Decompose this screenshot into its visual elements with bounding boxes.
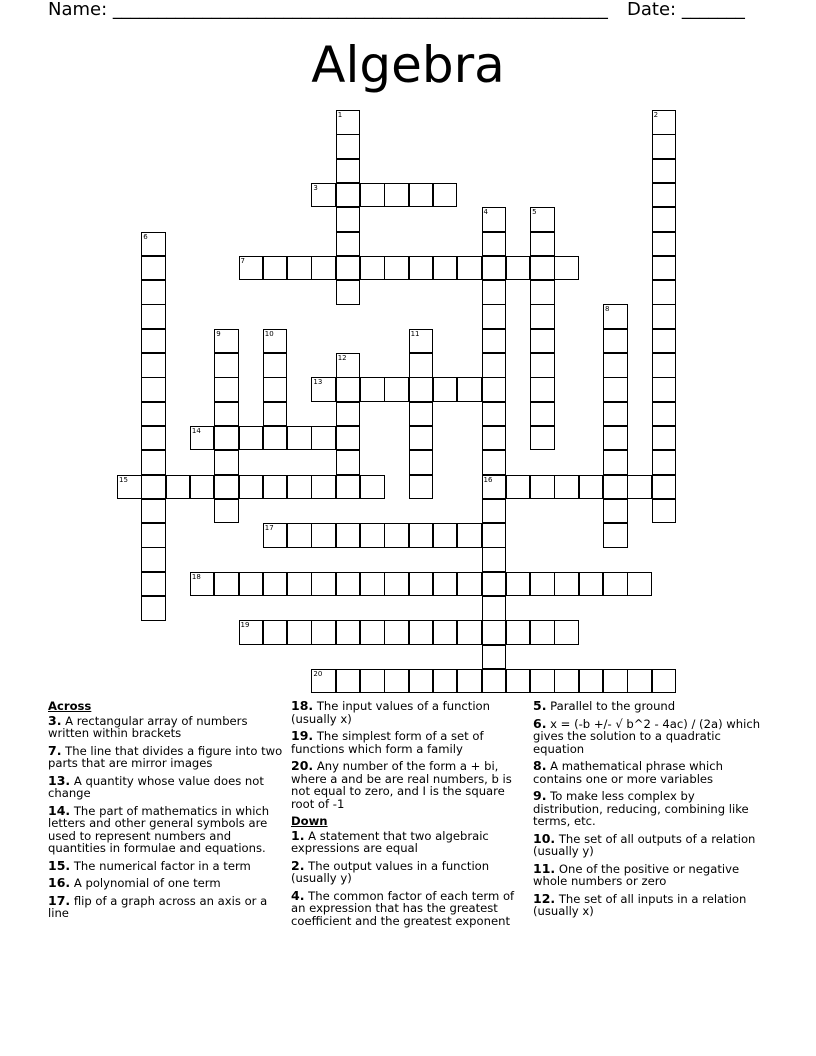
grid-cell[interactable] bbox=[384, 669, 409, 694]
grid-cell[interactable] bbox=[603, 450, 628, 475]
grid-cell[interactable] bbox=[287, 256, 312, 281]
grid-cell[interactable] bbox=[627, 475, 652, 500]
grid-cell[interactable] bbox=[652, 110, 677, 135]
clue-down-4: 4. The common factor of each term of an expression that has the greatest coefficient and the greatest exponent bbox=[291, 887, 515, 928]
grid-cell[interactable] bbox=[311, 475, 336, 500]
grid-cell[interactable] bbox=[482, 596, 507, 621]
cell-number: 18 bbox=[191, 572, 201, 581]
grid-cell[interactable] bbox=[263, 572, 288, 597]
grid-cell[interactable] bbox=[141, 353, 166, 378]
name-label: Name: bbox=[48, 0, 108, 20]
grid-cell[interactable] bbox=[603, 377, 628, 402]
grid-cell[interactable] bbox=[360, 669, 385, 694]
grid-cell[interactable] bbox=[530, 377, 555, 402]
grid-cell[interactable] bbox=[311, 426, 336, 451]
grid-cell[interactable] bbox=[409, 426, 434, 451]
across-heading: Across bbox=[48, 699, 92, 713]
clue-down-10: 10. The set of all outputs of a relation (usually y) bbox=[533, 830, 756, 858]
grid-cell[interactable] bbox=[652, 207, 677, 232]
grid-cell[interactable] bbox=[336, 475, 361, 500]
grid-cell[interactable] bbox=[409, 620, 434, 645]
grid-cell[interactable] bbox=[141, 572, 166, 597]
grid-cell[interactable] bbox=[482, 377, 507, 402]
grid-cell[interactable] bbox=[263, 475, 288, 500]
grid-cell[interactable] bbox=[263, 329, 288, 354]
grid-cell[interactable] bbox=[482, 232, 507, 257]
grid-cell[interactable] bbox=[263, 377, 288, 402]
down-heading: Down bbox=[291, 814, 328, 828]
grid-cell[interactable] bbox=[336, 450, 361, 475]
clues-column-1 bbox=[48, 700, 283, 925]
cell-number: 16 bbox=[483, 475, 493, 484]
grid-cell[interactable] bbox=[506, 256, 531, 281]
grid-cell[interactable] bbox=[409, 353, 434, 378]
grid-cell[interactable] bbox=[384, 256, 409, 281]
grid-cell[interactable] bbox=[141, 256, 166, 281]
grid-cell[interactable] bbox=[384, 620, 409, 645]
grid-cell[interactable] bbox=[360, 475, 385, 500]
grid-cell[interactable] bbox=[652, 402, 677, 427]
cell-number: 9 bbox=[216, 329, 221, 338]
grid-cell[interactable] bbox=[603, 669, 628, 694]
grid-cell[interactable] bbox=[530, 256, 555, 281]
clue-across-7: 7. The line that divides a figure into two parts that are mirror images bbox=[48, 742, 283, 770]
grid-cell[interactable] bbox=[409, 377, 434, 402]
grid-cell[interactable] bbox=[482, 402, 507, 427]
grid-cell[interactable] bbox=[336, 256, 361, 281]
cell-number: 10 bbox=[264, 329, 274, 338]
grid-cell[interactable] bbox=[482, 547, 507, 572]
grid-cell[interactable] bbox=[530, 620, 555, 645]
cell-number: 8 bbox=[605, 305, 610, 314]
grid-cell[interactable] bbox=[603, 304, 628, 329]
grid-cell[interactable] bbox=[287, 523, 312, 548]
grid-cell[interactable] bbox=[336, 402, 361, 427]
grid-cell[interactable] bbox=[336, 377, 361, 402]
grid-cell[interactable] bbox=[603, 353, 628, 378]
grid-cell[interactable] bbox=[263, 426, 288, 451]
grid-cell[interactable] bbox=[530, 329, 555, 354]
grid-cell[interactable] bbox=[384, 523, 409, 548]
grid-cell[interactable] bbox=[603, 499, 628, 524]
grid-cell[interactable] bbox=[409, 475, 434, 500]
cell-number: 20 bbox=[313, 669, 323, 678]
grid-cell[interactable] bbox=[433, 620, 458, 645]
clue-across-19: 19. The simplest form of a set of functions which form a family bbox=[291, 728, 484, 756]
grid-cell[interactable] bbox=[457, 620, 482, 645]
grid-cell[interactable] bbox=[554, 572, 579, 597]
grid-cell[interactable] bbox=[141, 377, 166, 402]
grid-cell[interactable] bbox=[579, 669, 604, 694]
grid-cell[interactable] bbox=[530, 207, 555, 232]
name-blank[interactable]: _______________________________________________________ bbox=[112, 0, 608, 20]
grid-cell[interactable] bbox=[652, 426, 677, 451]
clue-across-14: 14. The part of mathematics in which letters and other general symbols are used to represent numbers and quantities in formulae and equations. bbox=[48, 802, 270, 855]
clues-column-2 bbox=[291, 700, 526, 932]
grid-cell[interactable] bbox=[311, 572, 336, 597]
grid-cell[interactable] bbox=[530, 280, 555, 305]
grid-cell[interactable] bbox=[409, 523, 434, 548]
cell-number: 15 bbox=[119, 475, 128, 484]
clue-across-18: 18. The input values of a function (usually x) bbox=[291, 698, 491, 726]
grid-cell[interactable] bbox=[141, 426, 166, 451]
grid-cell[interactable] bbox=[652, 280, 677, 305]
grid-cell[interactable] bbox=[530, 232, 555, 257]
grid-cell[interactable] bbox=[336, 620, 361, 645]
grid-cell[interactable] bbox=[336, 426, 361, 451]
page-title: Algebra bbox=[311, 36, 505, 94]
grid-cell[interactable] bbox=[336, 134, 361, 159]
grid-cell[interactable] bbox=[530, 353, 555, 378]
grid-cell[interactable] bbox=[652, 183, 677, 208]
cell-number: 1 bbox=[337, 111, 343, 119]
grid-cell[interactable] bbox=[360, 523, 385, 548]
grid-cell[interactable] bbox=[652, 475, 677, 500]
grid-cell[interactable] bbox=[214, 499, 239, 524]
grid-cell[interactable] bbox=[409, 256, 434, 281]
grid-cell[interactable] bbox=[530, 475, 555, 500]
grid-cell[interactable] bbox=[433, 183, 458, 208]
cell-number: 5 bbox=[532, 208, 537, 217]
grid-cell[interactable] bbox=[166, 475, 191, 500]
date-blank[interactable]: _______ bbox=[681, 0, 745, 20]
grid-cell[interactable] bbox=[336, 572, 361, 597]
cell-number: 6 bbox=[143, 232, 148, 241]
grid-cell[interactable] bbox=[141, 596, 166, 621]
grid-cell[interactable] bbox=[263, 353, 288, 378]
grid-cell[interactable] bbox=[506, 475, 531, 500]
grid-cell[interactable] bbox=[554, 475, 579, 500]
grid-cell[interactable] bbox=[360, 572, 385, 597]
grid-cell[interactable] bbox=[603, 329, 628, 354]
grid-cell[interactable] bbox=[141, 450, 166, 475]
grid-cell[interactable] bbox=[336, 110, 361, 135]
grid-cell[interactable] bbox=[433, 669, 458, 694]
name-field[interactable] bbox=[48, 0, 608, 20]
grid-cell[interactable] bbox=[141, 232, 166, 257]
grid-cell[interactable] bbox=[409, 402, 434, 427]
grid-cell[interactable] bbox=[603, 402, 628, 427]
clue-down-5: 5. Parallel to the ground bbox=[533, 698, 676, 713]
grid-cell[interactable] bbox=[409, 329, 434, 354]
grid-cell[interactable] bbox=[482, 426, 507, 451]
grid-cell[interactable] bbox=[336, 207, 361, 232]
grid-cell[interactable] bbox=[384, 183, 409, 208]
grid-cell[interactable] bbox=[652, 159, 677, 184]
grid-cell[interactable] bbox=[506, 669, 531, 694]
grid-cell[interactable] bbox=[482, 669, 507, 694]
grid-cell[interactable] bbox=[652, 256, 677, 281]
clue-across-13: 13. A quantity whose value does not change bbox=[48, 772, 264, 800]
clue-down-12: 12. The set of all inputs in a relation (usually x) bbox=[533, 890, 747, 918]
grid-cell[interactable] bbox=[141, 402, 166, 427]
grid-cell[interactable] bbox=[336, 159, 361, 184]
grid-cell[interactable] bbox=[214, 426, 239, 451]
grid-cell[interactable] bbox=[482, 572, 507, 597]
grid-cell[interactable] bbox=[457, 669, 482, 694]
grid-cell[interactable] bbox=[141, 499, 166, 524]
grid-cell[interactable] bbox=[311, 669, 336, 694]
grid-cell[interactable] bbox=[360, 256, 385, 281]
grid-cell[interactable] bbox=[433, 572, 458, 597]
grid-cell[interactable] bbox=[311, 256, 336, 281]
grid-cell[interactable] bbox=[506, 572, 531, 597]
clue-down-8: 8. A mathematical phrase which contains one or more variables bbox=[533, 758, 723, 786]
grid-cell[interactable] bbox=[311, 620, 336, 645]
grid-cell[interactable] bbox=[409, 183, 434, 208]
grid-cell[interactable] bbox=[141, 329, 166, 354]
grid-cell[interactable] bbox=[506, 620, 531, 645]
grid-cell[interactable] bbox=[433, 523, 458, 548]
clues-column-3 bbox=[533, 700, 768, 923]
grid-cell[interactable] bbox=[239, 426, 264, 451]
grid-cell[interactable] bbox=[190, 475, 215, 500]
grid-cell[interactable] bbox=[336, 183, 361, 208]
cell-number: 12 bbox=[337, 354, 347, 362]
clue-across-20: 20. Any number of the form a + bi, where a and be are real numbers, b is not equal to zero, and I is the square root of -1 bbox=[291, 758, 512, 811]
grid-cell[interactable] bbox=[141, 475, 166, 500]
grid-cell[interactable] bbox=[482, 475, 507, 500]
clue-across-3: 3. A rectangular array of numbers written within brackets bbox=[48, 712, 248, 740]
date-field[interactable] bbox=[627, 0, 745, 20]
grid-cell[interactable] bbox=[287, 620, 312, 645]
cell-number: 13 bbox=[313, 378, 323, 387]
cell-number: 7 bbox=[240, 256, 245, 265]
grid-cell[interactable] bbox=[457, 523, 482, 548]
clue-down-6: 6. x = (-b +/- √ b^2 - 4ac) / (2a) which gives the solution to a quadratic equation bbox=[533, 715, 761, 756]
grid-cell[interactable] bbox=[360, 620, 385, 645]
cell-number: 3 bbox=[313, 183, 318, 192]
grid-cell[interactable] bbox=[652, 134, 677, 159]
grid-cell[interactable] bbox=[190, 572, 215, 597]
cell-number: 17 bbox=[264, 524, 274, 533]
grid-cell[interactable] bbox=[311, 377, 336, 402]
cell-number: 14 bbox=[191, 426, 201, 435]
grid-cell[interactable] bbox=[263, 523, 288, 548]
grid-cell[interactable] bbox=[190, 426, 215, 451]
grid-cell[interactable] bbox=[239, 475, 264, 500]
grid-cell[interactable] bbox=[360, 377, 385, 402]
grid-cell[interactable] bbox=[627, 572, 652, 597]
grid-cell[interactable] bbox=[263, 256, 288, 281]
grid-cell[interactable] bbox=[652, 377, 677, 402]
grid-cell[interactable] bbox=[384, 377, 409, 402]
grid-cell[interactable] bbox=[554, 669, 579, 694]
cell-number: 19 bbox=[240, 621, 250, 630]
grid-cell[interactable] bbox=[141, 280, 166, 305]
clue-down-11: 11. One of the positive or negative whole numbers or zero bbox=[533, 860, 740, 888]
grid-cell[interactable] bbox=[263, 402, 288, 427]
grid-cell[interactable] bbox=[579, 475, 604, 500]
grid-cell[interactable] bbox=[336, 669, 361, 694]
grid-cell[interactable] bbox=[433, 377, 458, 402]
grid-cell[interactable] bbox=[579, 572, 604, 597]
grid-cell[interactable] bbox=[530, 572, 555, 597]
grid-cell[interactable] bbox=[311, 523, 336, 548]
grid-cell[interactable] bbox=[457, 256, 482, 281]
grid-cell[interactable] bbox=[482, 620, 507, 645]
grid-cell[interactable] bbox=[652, 669, 677, 694]
grid-cell[interactable] bbox=[336, 353, 361, 378]
clue-down-1: 1. A statement that two algebraic expressions are equal bbox=[291, 827, 489, 855]
grid-cell[interactable] bbox=[530, 402, 555, 427]
grid-cell[interactable] bbox=[239, 620, 264, 645]
grid-cell[interactable] bbox=[287, 426, 312, 451]
grid-cell[interactable] bbox=[141, 523, 166, 548]
grid-cell[interactable] bbox=[482, 207, 507, 232]
grid-cell[interactable] bbox=[214, 572, 239, 597]
grid-cell[interactable] bbox=[603, 523, 628, 548]
clue-down-2: 2. The output values in a function (usually y) bbox=[291, 857, 490, 885]
grid-cell[interactable] bbox=[287, 572, 312, 597]
grid-cell[interactable] bbox=[214, 377, 239, 402]
grid-cell[interactable] bbox=[603, 475, 628, 500]
grid-cell[interactable] bbox=[336, 280, 361, 305]
cell-number: 4 bbox=[483, 208, 488, 217]
cell-number: 2 bbox=[653, 111, 659, 119]
grid-cell[interactable] bbox=[457, 377, 482, 402]
grid-cell[interactable] bbox=[482, 304, 507, 329]
grid-cell[interactable] bbox=[652, 450, 677, 475]
cell-number: 11 bbox=[410, 329, 420, 338]
grid-cell[interactable] bbox=[311, 183, 336, 208]
grid-cell[interactable] bbox=[652, 304, 677, 329]
date-label: Date: bbox=[627, 0, 677, 20]
clue-across-16: 16. A polynomial of one term bbox=[48, 875, 221, 890]
grid-cell[interactable] bbox=[603, 572, 628, 597]
grid-cell[interactable] bbox=[239, 572, 264, 597]
grid-cell[interactable] bbox=[554, 620, 579, 645]
grid-cell[interactable] bbox=[482, 353, 507, 378]
grid-cell[interactable] bbox=[457, 572, 482, 597]
grid-cell[interactable] bbox=[409, 572, 434, 597]
grid-cell[interactable] bbox=[141, 547, 166, 572]
grid-cell[interactable] bbox=[360, 183, 385, 208]
grid-cell[interactable] bbox=[482, 499, 507, 524]
grid-cell[interactable] bbox=[482, 450, 507, 475]
grid-cell[interactable] bbox=[263, 620, 288, 645]
grid-cell[interactable] bbox=[482, 280, 507, 305]
grid-cell[interactable] bbox=[409, 669, 434, 694]
grid-cell[interactable] bbox=[384, 572, 409, 597]
grid-cell[interactable] bbox=[141, 304, 166, 329]
grid-cell[interactable] bbox=[239, 256, 264, 281]
grid-cell[interactable] bbox=[530, 669, 555, 694]
grid-cell[interactable] bbox=[214, 353, 239, 378]
grid-cell[interactable] bbox=[409, 450, 434, 475]
grid-cell[interactable] bbox=[433, 256, 458, 281]
grid-cell[interactable] bbox=[554, 256, 579, 281]
grid-cell[interactable] bbox=[482, 329, 507, 354]
grid-cell[interactable] bbox=[482, 645, 507, 670]
grid-cell[interactable] bbox=[482, 523, 507, 548]
grid-cell[interactable] bbox=[530, 304, 555, 329]
grid-cell[interactable] bbox=[336, 232, 361, 257]
grid-cell[interactable] bbox=[530, 426, 555, 451]
clue-across-17: 17. flip of a graph across an axis or a line bbox=[48, 892, 268, 920]
grid-cell[interactable] bbox=[287, 475, 312, 500]
grid-cell[interactable] bbox=[482, 256, 507, 281]
grid-cell[interactable] bbox=[214, 475, 239, 500]
grid-cell[interactable] bbox=[214, 329, 239, 354]
grid-cell[interactable] bbox=[214, 450, 239, 475]
clue-down-9: 9. To make less complex by distribution, reducing, combining like terms, etc. bbox=[533, 788, 749, 828]
grid-cell[interactable] bbox=[652, 499, 677, 524]
grid-cell[interactable] bbox=[336, 523, 361, 548]
clue-across-15: 15. The numerical factor in a term bbox=[48, 857, 251, 873]
grid-cell[interactable] bbox=[214, 402, 239, 427]
grid-cell[interactable] bbox=[652, 329, 677, 354]
grid-cell[interactable] bbox=[652, 232, 677, 257]
grid-cell[interactable] bbox=[117, 475, 142, 500]
grid-cell[interactable] bbox=[652, 353, 677, 378]
grid-cell[interactable] bbox=[627, 669, 652, 694]
grid-cell[interactable] bbox=[603, 426, 628, 451]
